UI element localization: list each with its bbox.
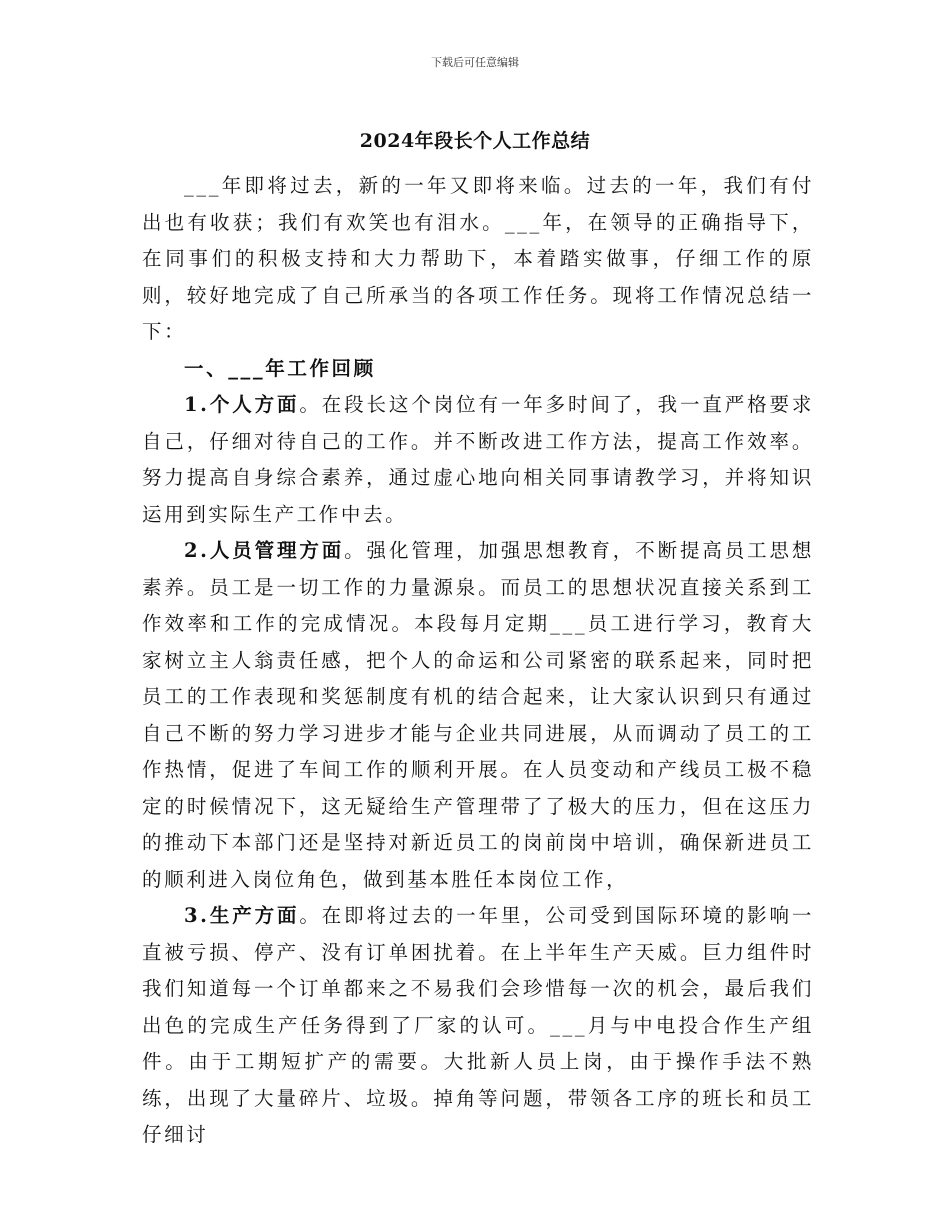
section-heading: 一、___年工作回顾 [184, 356, 376, 380]
item-lead-production: 3.生产方面 [184, 904, 300, 927]
item-text-production: 。在即将过去的一年里，公司受到国际环境的影响一直被亏损、停产、没有订单困扰着。在上半年生产天威。巨力组件时我们知道每一个订单都来之不易我们会珍惜每一次的机会，最后我们出色的完成生产任务得到了厂家的认可。___月与中电投合作生产组件。由于工期短扩产的需要。大批新人员上岗，由于操作手法不熟练，出现了大量碎片、垃圾。掉角等问题，带领各工序的班长和员工仔细讨 [142, 904, 814, 1146]
item-lead-staff: 2.人员管理方面 [184, 539, 345, 562]
item-lead-personal: 1.个人方面 [184, 393, 300, 416]
item-paragraph-production [142, 898, 814, 1154]
item-text-staff: 。强化管理，加强思想教育，不断提高员工思想素养。员工是一切工作的力量源泉。而员工的思想状况直接关系到工作效率和工作的完成情况。本段每月定期___员工进行学习，教育大家树立主人翁责任感，把个人的命运和公司紧密的联系起来，同时把员工的工作表现和奖惩制度有机的结合起来，让大家认识到只有通过自己不断的努力学习进步才能与企业共同进展，从而调动了员工的工作热情，促进了车间工作的顺利开展。在人员变动和产线员工极不稳定的时候情况下，这无疑给生产管理带了了极大的压力，但在这压力的推动下本部门还是坚持对新近员工的岗前岗中培训，确保新进员工的顺利进入岗位角色，做到基本胜任本岗位工作， [142, 539, 814, 891]
intro-paragraph: ___年即将过去，新的一年又即将来临。过去的一年，我们有付出也有收获；我们有欢笑也有泪水。___年，在领导的正确指导下，在同事们的积极支持和大力帮助下，本着踏实做事，仔细工作的原则，较好地完成了自己所承当的各项工作任务。现将工作情况总结一下： [142, 174, 814, 343]
item-paragraph-staff [142, 533, 814, 898]
header-note: 下载后可任意编辑 [431, 56, 519, 69]
document-title: 2024年段长个人工作总结 [359, 130, 591, 152]
item-paragraph-personal [142, 387, 814, 533]
document-body [142, 168, 814, 1154]
item-text-personal: 。在段长这个岗位有一年多时间了，我一直严格要求自己，仔细对待自己的工作。并不断改进工作方法，提高工作效率。努力提高自身综合素养，通过虚心地向相关同事请教学习，并将知识运用到实际生产工作中去。 [142, 393, 814, 526]
